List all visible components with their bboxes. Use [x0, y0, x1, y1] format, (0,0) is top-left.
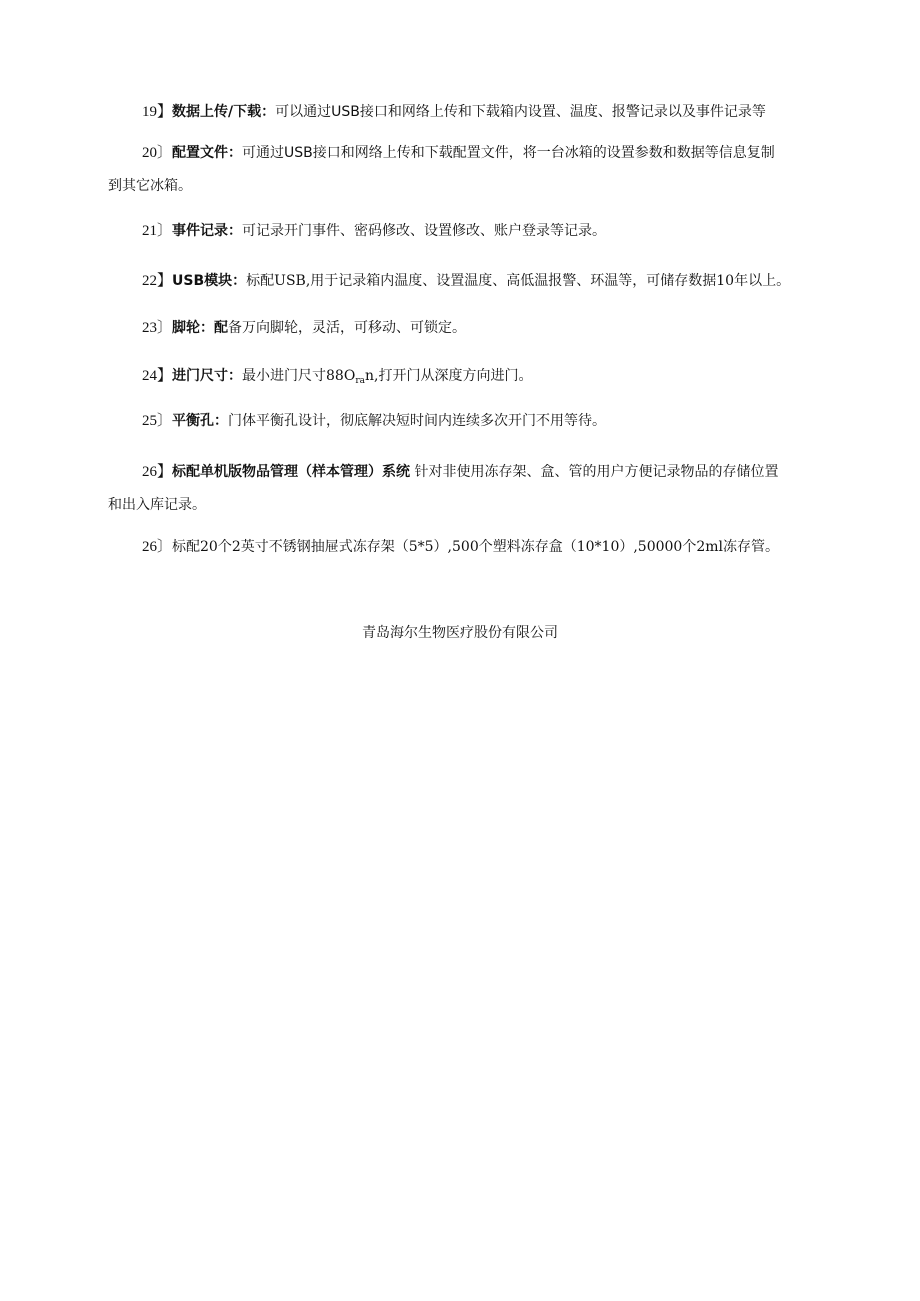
- item-text: 可通过USB接口和网络上传和下载配置文件，将一台冰箱的设置参数和数据等信息复制: [242, 145, 775, 161]
- spec-item-26-accessories: [108, 530, 858, 563]
- spec-item-22: [108, 264, 858, 297]
- item-text: 门体平衡孔设计，彻底解决短时间内连续多次开门不用等待。: [228, 413, 607, 429]
- item-number: 20〕: [142, 145, 173, 161]
- spec-item-26-system: [108, 455, 858, 521]
- item-text-subscript: ra: [355, 376, 365, 386]
- item-label: 脚轮：配: [172, 320, 229, 336]
- item-label: 事件记录：: [172, 223, 243, 239]
- item-text: 可以通过USB接口和网络上传和下载箱内设置、温度、报警记录以及事件记录等: [275, 104, 766, 120]
- item-label: 进门尺寸：: [172, 368, 243, 384]
- item-text: 针对非使用冻存架、盒、管的用户方便记录物品的存储位置: [410, 464, 779, 480]
- item-label: 平衡孔：: [172, 413, 229, 429]
- company-name: 青岛海尔生物医疗股份有限公司: [362, 625, 558, 641]
- spec-item-21: [108, 214, 858, 247]
- item-number: 26〕: [142, 539, 173, 555]
- item-text: 标配20个2英寸不锈钢抽屉式冻存架（5*5）,500个塑料冻存盒（10*10）,50000个2ml冻存管。: [172, 539, 779, 555]
- item-text: 最小进门尺寸88O: [242, 368, 356, 384]
- item-text-continued: 到其它冰箱。: [108, 178, 192, 194]
- item-number: 21〕: [142, 223, 173, 239]
- item-label: 数据上传/下载：: [172, 104, 276, 120]
- item-label: 配置文件：: [172, 145, 243, 161]
- item-text-continued: 和出入库记录。: [108, 497, 206, 513]
- item-number: 19】: [142, 104, 173, 120]
- spec-item-24: [108, 359, 858, 397]
- spec-item-19: [108, 95, 858, 128]
- item-text-end: n,打开门从深度方向进门。: [364, 368, 533, 384]
- item-text: 标配USB,用于记录箱内温度、设置温度、高低温报警、环温等，可储存数据10年以上。: [246, 273, 791, 289]
- spec-item-23: [108, 311, 858, 344]
- item-label: 标配单机版物品管理（样本管理）系统: [172, 464, 411, 480]
- item-number: 23〕: [142, 320, 173, 336]
- item-text: 可记录开门事件、密码修改、设置修改、账户登录等记录。: [242, 223, 607, 239]
- item-label: USB模块：: [172, 273, 247, 289]
- item-number: 26】: [142, 464, 173, 480]
- item-number: 22】: [142, 273, 173, 289]
- item-text: 备万向脚轮，灵活，可移动、可锁定。: [228, 320, 467, 336]
- spec-item-20: [108, 136, 858, 202]
- item-number: 24】: [142, 368, 173, 384]
- spec-item-25: [108, 404, 858, 437]
- item-number: 25〕: [142, 413, 173, 429]
